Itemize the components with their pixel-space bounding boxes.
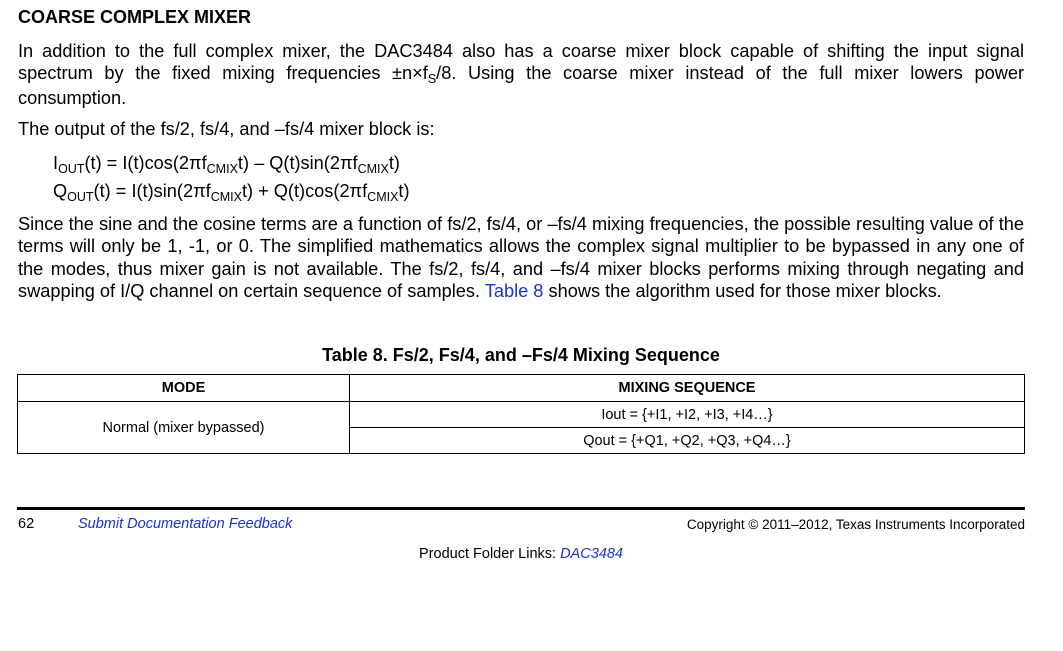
output-line: The output of the fs/2, fs/4, and –fs/4 mixer block is: [18, 119, 435, 139]
table-caption: Table 8. Fs/2, Fs/4, and –Fs/4 Mixing Sequence [322, 345, 720, 365]
equation-i-out: $I_{OUT}(t) = I(t)\cos(2\pi f_{CMIX}t) - Q(t)\sin(2\pi f_{CMIX}t)$ [53, 153, 400, 176]
section-title: COARSE COMPLEX MIXER [18, 7, 252, 27]
table-cell-qout: Qout = {+Q1, +Q2, +Q3, +Q4…} [583, 432, 791, 449]
description-text: Since the sine and the cosine terms are a function of fs/2, fs/4, or –fs/4 mixing frequencies, the possible resulting value of the terms will only be 1, -1, or 0. The simplified mathematics allows the complex signal multiplier to be bypassed in any one of the modes, thus mixer gain is not available. The fs/2, fs/4, and –fs/4 mixer blocks performs mixing through negating and swapping of I/Q channel on certain sequence of samples. [18, 214, 1024, 301]
description-paragraph [18, 213, 1024, 302]
product-link[interactable]: DAC3484 [560, 546, 623, 562]
fs-subscript: S [427, 72, 437, 87]
intro-text-before: In addition to the full complex mixer, the DAC3484 also has a coarse mixer block capable of shifting the input signal spectrum by the fixed mixing frequencies ±n×f [18, 41, 1024, 84]
page-number: 62 [18, 516, 35, 532]
mixing-sequence-table [17, 374, 1025, 454]
table-cell-iout: Iout = {+I1, +I2, +I3, +I4…} [601, 406, 773, 423]
table-8-link[interactable]: Table 8 [484, 280, 544, 301]
product-folder-links [0, 546, 1042, 562]
table-cell-mode: Normal (mixer bypassed) [102, 419, 265, 436]
copyright-notice: Copyright © 2011–2012, Texas Instruments Incorporated [686, 517, 1025, 532]
product-links-label: Product Folder Links: [419, 546, 557, 562]
header-mixing-sequence: MIXING SEQUENCE [618, 380, 756, 396]
equation-q-out: $Q_{OUT}(t) = I(t)\sin(2\pi f_{CMIX}t) + Q(t)\cos(2\pi f_{CMIX}t)$ [53, 181, 410, 204]
header-mode: MODE [161, 380, 206, 396]
feedback-link[interactable]: Submit Documentation Feedback [78, 516, 293, 532]
intro-text-after: /8. Using the coarse mixer instead of the full mixer lowers power consumption. [18, 63, 1025, 108]
intro-paragraph [18, 40, 1024, 109]
description-text-after: shows the algorithm used for those mixer blocks. [548, 280, 942, 301]
footer-rule [17, 507, 1025, 510]
